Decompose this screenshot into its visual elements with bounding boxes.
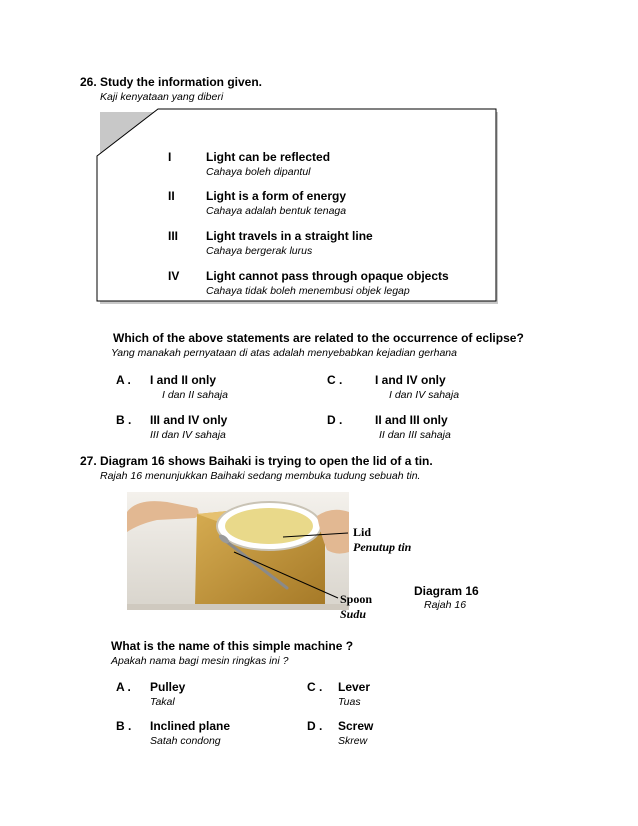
q27-option-b-text: Inclined plane xyxy=(150,719,231,733)
statement-1-num: I xyxy=(168,150,172,164)
q26-option-a-text: I and II only xyxy=(150,373,217,387)
q27-option-d-text-ms: Skrew xyxy=(338,735,368,747)
q26-question-ms: Yang manakah pernyataan di atas adalah menyebabkan kejadian gerhana xyxy=(111,347,457,359)
q26-option-c-text: I and IV only xyxy=(375,373,446,387)
statement-3-text-ms: Cahaya bergerak lurus xyxy=(206,245,313,257)
q27-option-a-text-ms: Takal xyxy=(150,696,175,708)
q26-option-c-letter: C . xyxy=(327,373,343,387)
q26-option-a-text-ms: I dan II sahaja xyxy=(162,389,228,401)
statement-4-num: IV xyxy=(168,269,180,283)
q27-option-a-text: Pulley xyxy=(150,680,186,694)
statement-1-text-ms: Cahaya boleh dipantul xyxy=(206,166,311,178)
q27-number: 27. xyxy=(80,454,97,468)
lid-label-ms: Penutup tin xyxy=(353,540,412,554)
q27-question: What is the name of this simple machine ? xyxy=(111,639,354,653)
q26-option-b-text-ms: III dan IV sahaja xyxy=(150,429,226,441)
q26-option-d-text: II and III only xyxy=(375,413,448,427)
statement-1-text: Light can be reflected xyxy=(206,150,331,164)
q27-title: Diagram 16 shows Baihaki is trying to open the lid of a tin. xyxy=(100,454,433,468)
q27-option-b-letter: B . xyxy=(116,719,132,733)
q27-title-ms: Rajah 16 menunjukkan Baihaki sedang membuka tudung sebuah tin. xyxy=(100,470,421,482)
statement-2-num: II xyxy=(168,189,175,203)
q27-option-c-letter: C . xyxy=(307,680,323,694)
lid-label: Lid xyxy=(353,525,372,539)
q26-option-b-letter: B . xyxy=(116,413,132,427)
q26-question: Which of the above statements are related to the occurrence of eclipse? xyxy=(113,331,524,345)
spoon-label-ms: Sudu xyxy=(340,607,367,621)
q26-number: 26. xyxy=(80,75,97,89)
q26-option-a-letter: A . xyxy=(116,373,131,387)
diagram-caption-ms: Rajah 16 xyxy=(424,599,467,611)
q27-option-c-text: Lever xyxy=(338,680,371,694)
q27-question-ms: Apakah nama bagi mesin ringkas ini ? xyxy=(111,655,289,667)
diagram-caption: Diagram 16 xyxy=(414,584,479,598)
q27-option-d-text: Screw xyxy=(338,719,374,733)
q27-option-b-text-ms: Satah condong xyxy=(150,735,221,747)
statement-3-text: Light travels in a straight line xyxy=(206,229,373,243)
q26-option-d-text-ms: II dan III sahaja xyxy=(379,429,451,441)
statement-4-text-ms: Cahaya tidak boleh menembusi objek legap xyxy=(206,285,410,297)
q26-option-d-letter: D . xyxy=(327,413,343,427)
statement-2-text-ms: Cahaya adalah bentuk tenaga xyxy=(206,205,347,217)
statement-3-num: III xyxy=(168,229,179,243)
statement-4-text: Light cannot pass through opaque objects xyxy=(206,269,449,283)
q27-option-a-letter: A . xyxy=(116,680,131,694)
q26-title-ms: Kaji kenyataan yang diberi xyxy=(100,91,224,103)
q26-title: Study the information given. xyxy=(100,75,263,89)
q27-option-c-text-ms: Tuas xyxy=(338,696,361,708)
q27-option-d-letter: D . xyxy=(307,719,323,733)
q26-option-b-text: III and IV only xyxy=(150,413,228,427)
statement-2-text: Light is a form of energy xyxy=(206,189,347,203)
spoon-label: Spoon xyxy=(340,592,373,606)
q26-option-c-text-ms: I dan IV sahaja xyxy=(389,389,460,401)
